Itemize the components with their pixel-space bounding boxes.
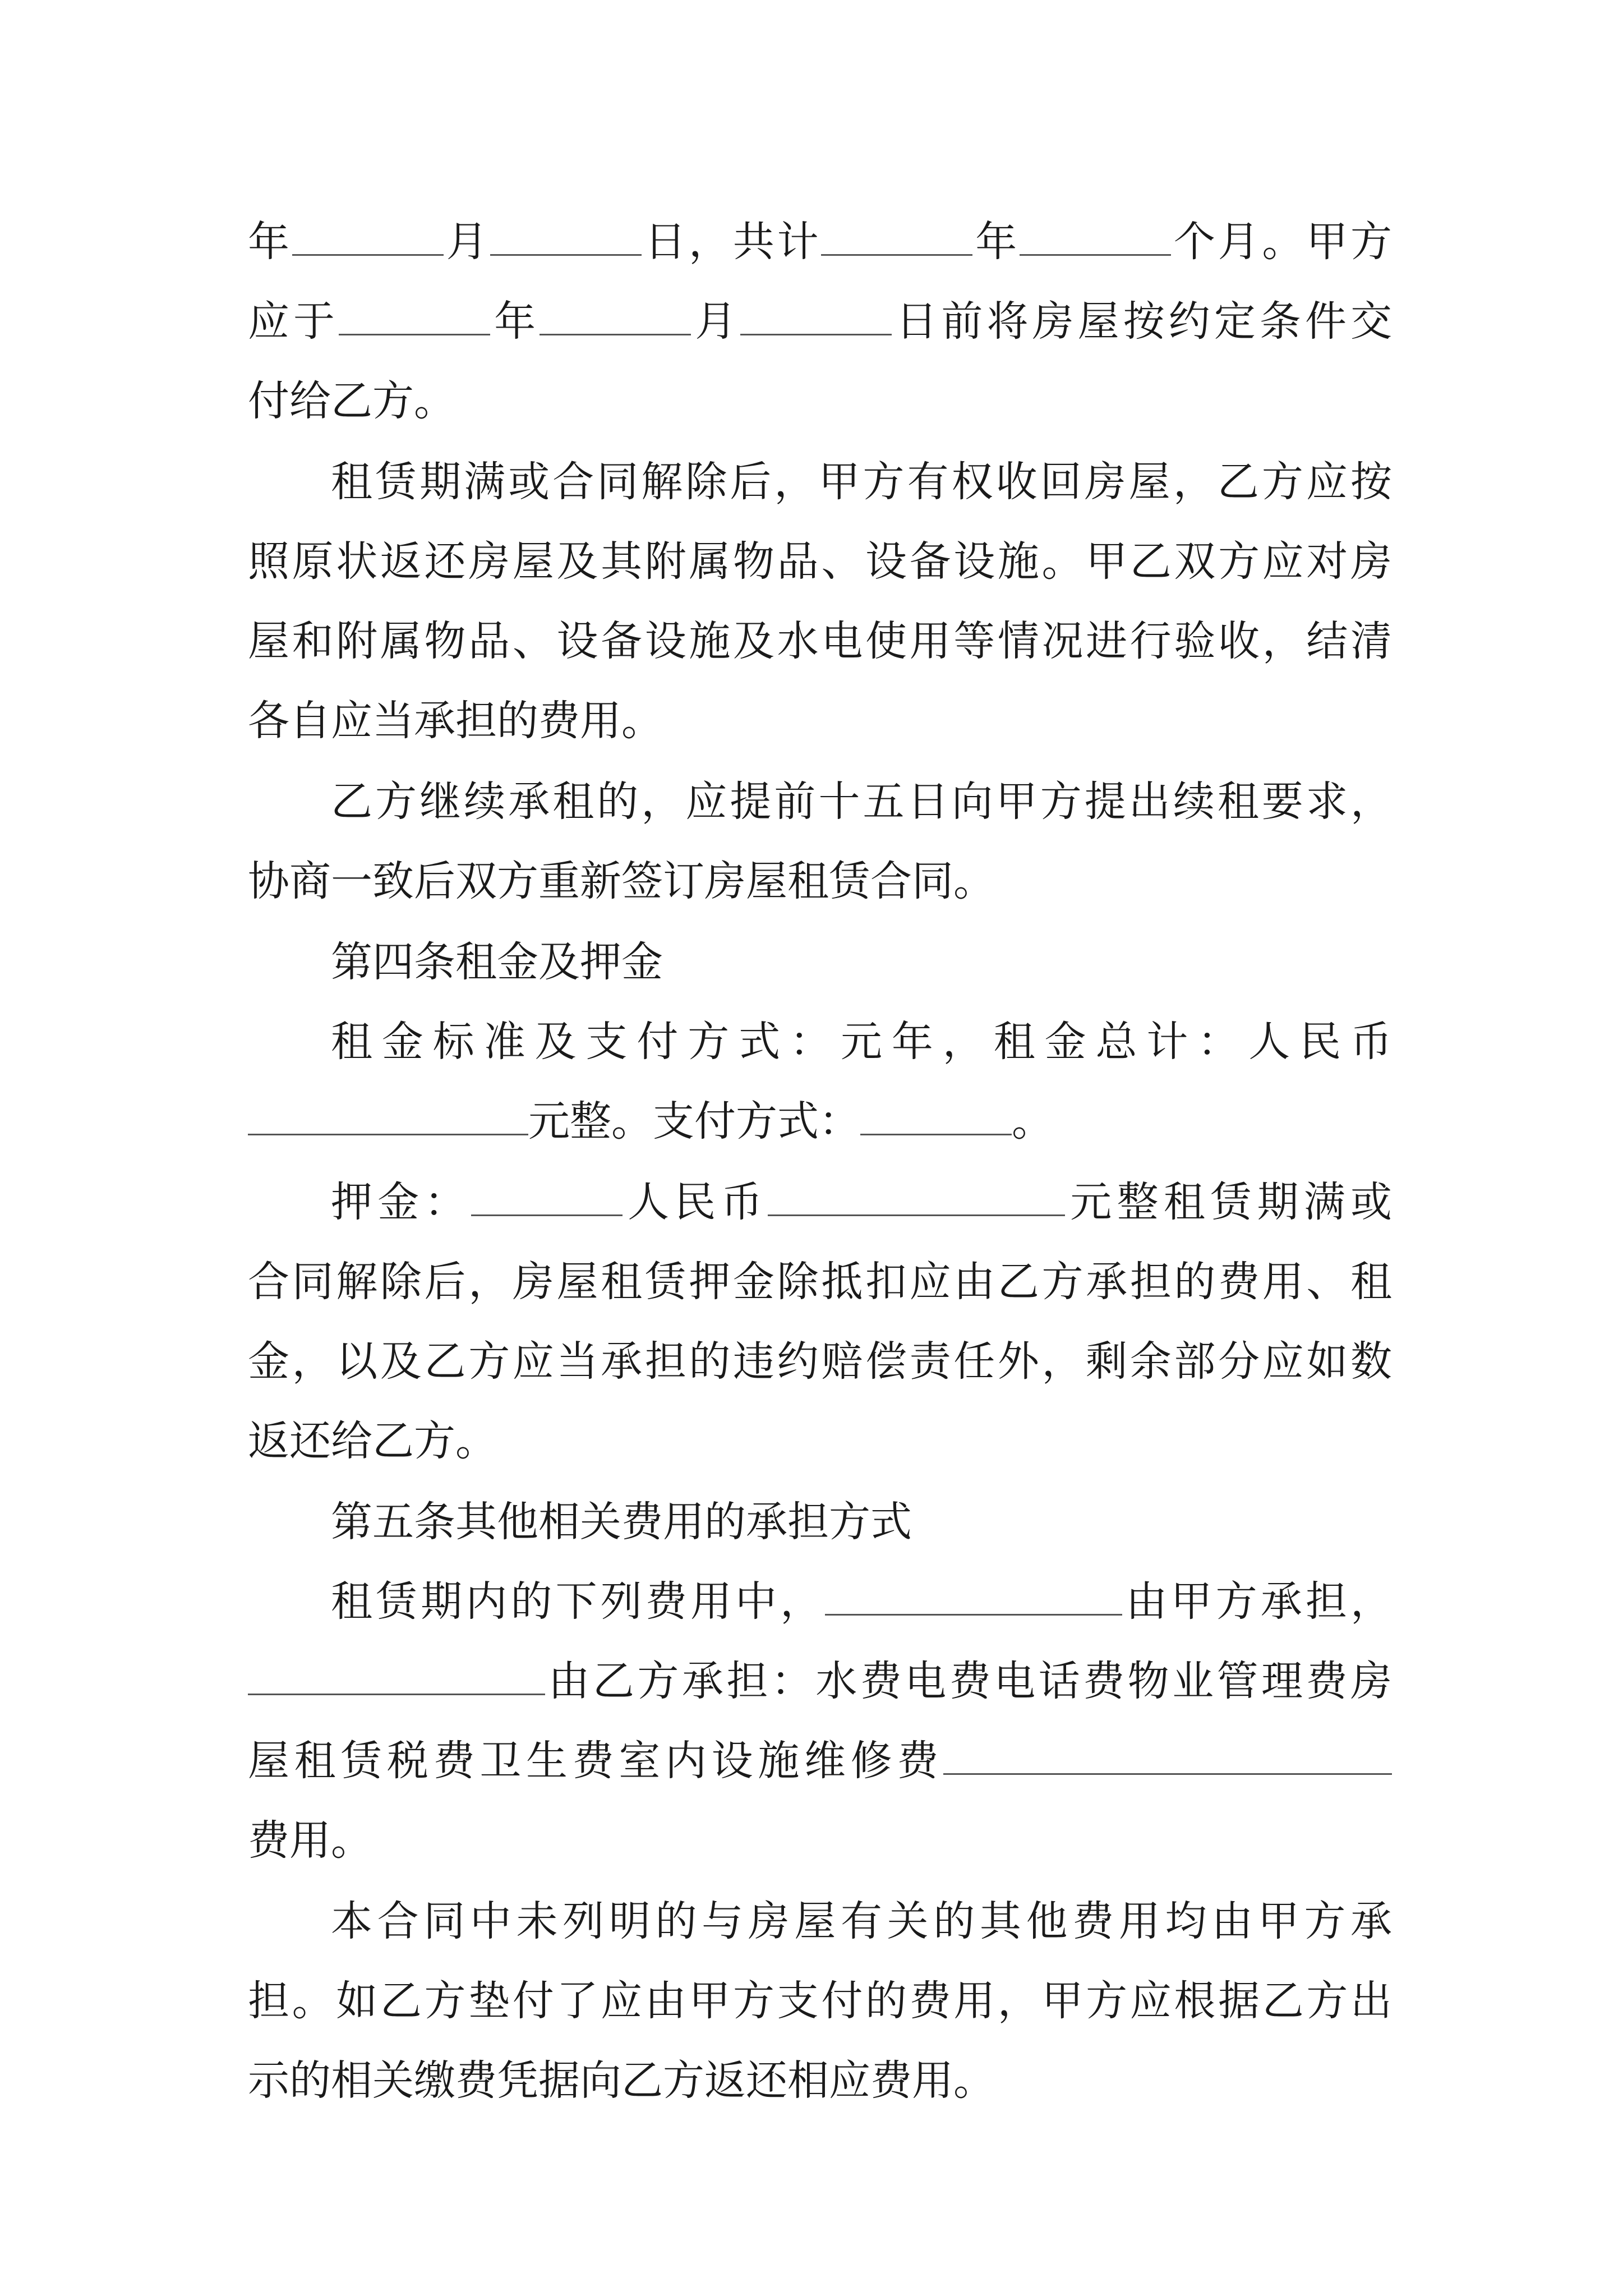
text-run: 租赁期内的下列费用中， — [331, 1577, 826, 1626]
text-line: 合同解除后，房屋租赁押金除抵扣应由乙方承担的费用、租 — [248, 1258, 1392, 1306]
text-line: 乙方继续承租的，应提前十五日向甲方提出续租要求， — [331, 777, 1392, 826]
section-heading: 第四条租金及押金 — [331, 938, 663, 986]
text-line: 本合同中未列明的与房屋有关的其他费用均由甲方承 — [331, 1897, 1392, 1945]
fill-blank — [768, 1180, 1065, 1216]
fill-blank — [821, 219, 972, 256]
text-line: 协商一致后双方重新签订房屋租赁合同。 — [248, 857, 995, 905]
text-run: 月 — [443, 218, 491, 266]
text-line: 照原状返还房屋及其附属物品、设备设施。甲乙双方应对房 — [248, 537, 1392, 586]
fill-blank — [825, 1579, 1122, 1616]
text-run: 个月。甲方 — [1171, 218, 1393, 266]
text-run: 屋租赁税费卫生费室内设施维修费 — [248, 1737, 943, 1785]
text-line — [248, 1562, 1392, 1641]
section-heading: 第五条其他相关费用的承担方式 — [331, 1498, 912, 1546]
text-line: 租金标准及支付方式：元年，租金总计：人民币 — [331, 1018, 1392, 1066]
text-line: 费用。 — [248, 1816, 372, 1865]
fill-blank — [1020, 219, 1171, 256]
text-line: 担。如乙方垫付了应由甲方支付的费用，甲方应根据乙方出 — [248, 1977, 1392, 2025]
text-run: 年 — [972, 218, 1020, 266]
text-run: 由乙方承担：水费电费电话费物业管理费房 — [545, 1657, 1392, 1705]
text-run: 日，共计 — [642, 218, 822, 266]
fill-blank — [740, 299, 892, 335]
fill-blank — [540, 299, 691, 335]
text-line — [248, 1721, 1392, 1801]
fill-blank — [339, 299, 490, 335]
text-line: 返还给乙方。 — [248, 1417, 497, 1465]
text-line — [248, 202, 1392, 282]
fill-blank — [943, 1738, 1392, 1775]
text-run: 年 — [248, 218, 292, 266]
text-line: 付给乙方。 — [248, 377, 455, 425]
text-run: 日前将房屋按约定条件交 — [892, 297, 1393, 346]
text-run: 押金： — [331, 1178, 471, 1226]
text-run: 月 — [691, 297, 741, 346]
fill-blank — [248, 1099, 528, 1135]
text-line: 金，以及乙方应当承担的违约赔偿责任外，剩余部分应如数 — [248, 1337, 1392, 1386]
text-line — [248, 1082, 1392, 1161]
fill-blank — [860, 1099, 1012, 1135]
fill-blank — [490, 219, 642, 256]
fill-blank — [292, 219, 444, 256]
text-line: 屋和附属物品、设备设施及水电使用等情况进行验收，结清 — [248, 617, 1392, 665]
text-line — [248, 1641, 1392, 1721]
fill-blank — [248, 1659, 545, 1695]
text-line: 租赁期满或合同解除后，甲方有权收回房屋，乙方应按 — [331, 458, 1392, 506]
text-line — [248, 1162, 1392, 1242]
fill-blank — [471, 1180, 623, 1216]
text-run: 。 — [1012, 1097, 1053, 1145]
text-run: 人民币 — [622, 1178, 768, 1226]
text-line: 示的相关缴费凭据向乙方返还相应费用。 — [248, 2056, 995, 2105]
text-run: 由甲方承担， — [1122, 1577, 1393, 1626]
text-run: 元整。支付方式： — [528, 1097, 860, 1145]
text-line — [248, 282, 1392, 361]
text-run: 应于 — [248, 297, 339, 346]
text-line: 各自应当承担的费用。 — [248, 697, 663, 745]
document-page — [248, 202, 1392, 2120]
text-run: 年 — [490, 297, 540, 346]
text-run: 元整租赁期满或 — [1065, 1178, 1393, 1226]
